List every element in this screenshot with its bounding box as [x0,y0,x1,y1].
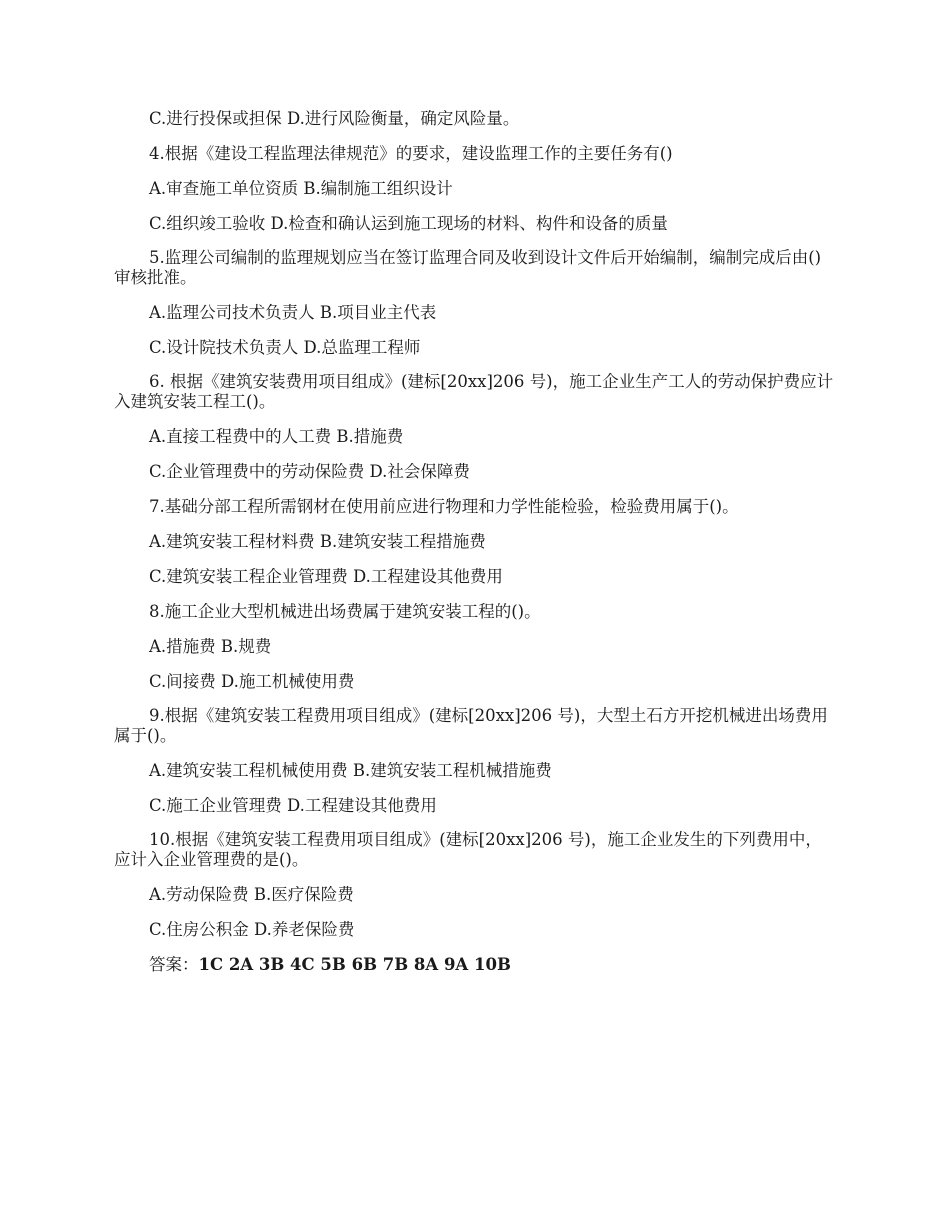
option-line-q5-ab: A.监理公司技术负责人 B.项目业主代表 [149,303,437,322]
option-line-q5-cd: C.设计院技术负责人 D.总监理工程师 [149,338,421,357]
option-line-q8-cd: C.间接费 D.施工机械使用费 [149,672,355,691]
option-line-q6-ab: A.直接工程费中的人工费 B.措施费 [149,427,404,446]
question-5: 5.监理公司编制的监理规划应当在签订监理合同及收到设计文件后开始编制，编制完成后由()审核批准。 [114,248,822,287]
option-line-q3-cd: C.进行投保或担保 D.进行风险衡量，确定风险量。 [149,109,520,128]
question-10: 10.根据《建筑安装工程费用项目组成》(建标[20xx]206 号)，施工企业发生的下列费用中，应计入企业管理费的是()。 [114,830,822,869]
option-line-q6-cd: C.企业管理费中的劳动保险费 D.社会保障费 [149,462,470,481]
option-line-q10-ab: A.劳动保险费 B.医疗保险费 [149,885,354,904]
option-line-q9-ab: A.建筑安装工程机械使用费 B.建筑安装工程机械措施费 [149,761,552,780]
question-4: 4.根据《建设工程监理法律规范》的要求，建设监理工作的主要任务有() [149,144,673,163]
answer-key [114,954,836,975]
question-9: 9.根据《建筑安装工程费用项目组成》(建标[20xx]206 号)，大型土石方开挖机械进出场费用属于()。 [114,706,828,745]
answer-values: 1C 2A 3B 4C 5B 6B 7B 8A 9A 10B [198,955,511,974]
question-6: 6. 根据《建筑安装费用项目组成》(建标[20xx]206 号)，施工企业生产工人的劳动保护费应计入建筑安装工程工()。 [114,372,834,411]
option-line-q8-ab: A.措施费 B.规费 [149,637,272,656]
option-line-q7-ab: A.建筑安装工程材料费 B.建筑安装工程措施费 [149,532,486,551]
question-8: 8.施工企业大型机械进出场费属于建筑安装工程的()。 [149,602,541,621]
option-line-q10-cd: C.住房公积金 D.养老保险费 [149,920,355,939]
option-line-q4-cd: C.组织竣工验收 D.检查和确认运到施工现场的材料、构件和设备的质量 [149,214,668,233]
answer-label: 答案： [149,955,199,974]
question-7: 7.基础分部工程所需钢材在使用前应进行物理和力学性能检验，检验费用属于()。 [149,497,739,516]
option-line-q7-cd: C.建筑安装工程企业管理费 D.工程建设其他费用 [149,567,503,586]
document-page [114,108,836,975]
option-line-q4-ab: A.审查施工单位资质 B.编制施工组织设计 [149,179,453,198]
option-line-q9-cd: C.施工企业管理费 D.工程建设其他费用 [149,796,437,815]
